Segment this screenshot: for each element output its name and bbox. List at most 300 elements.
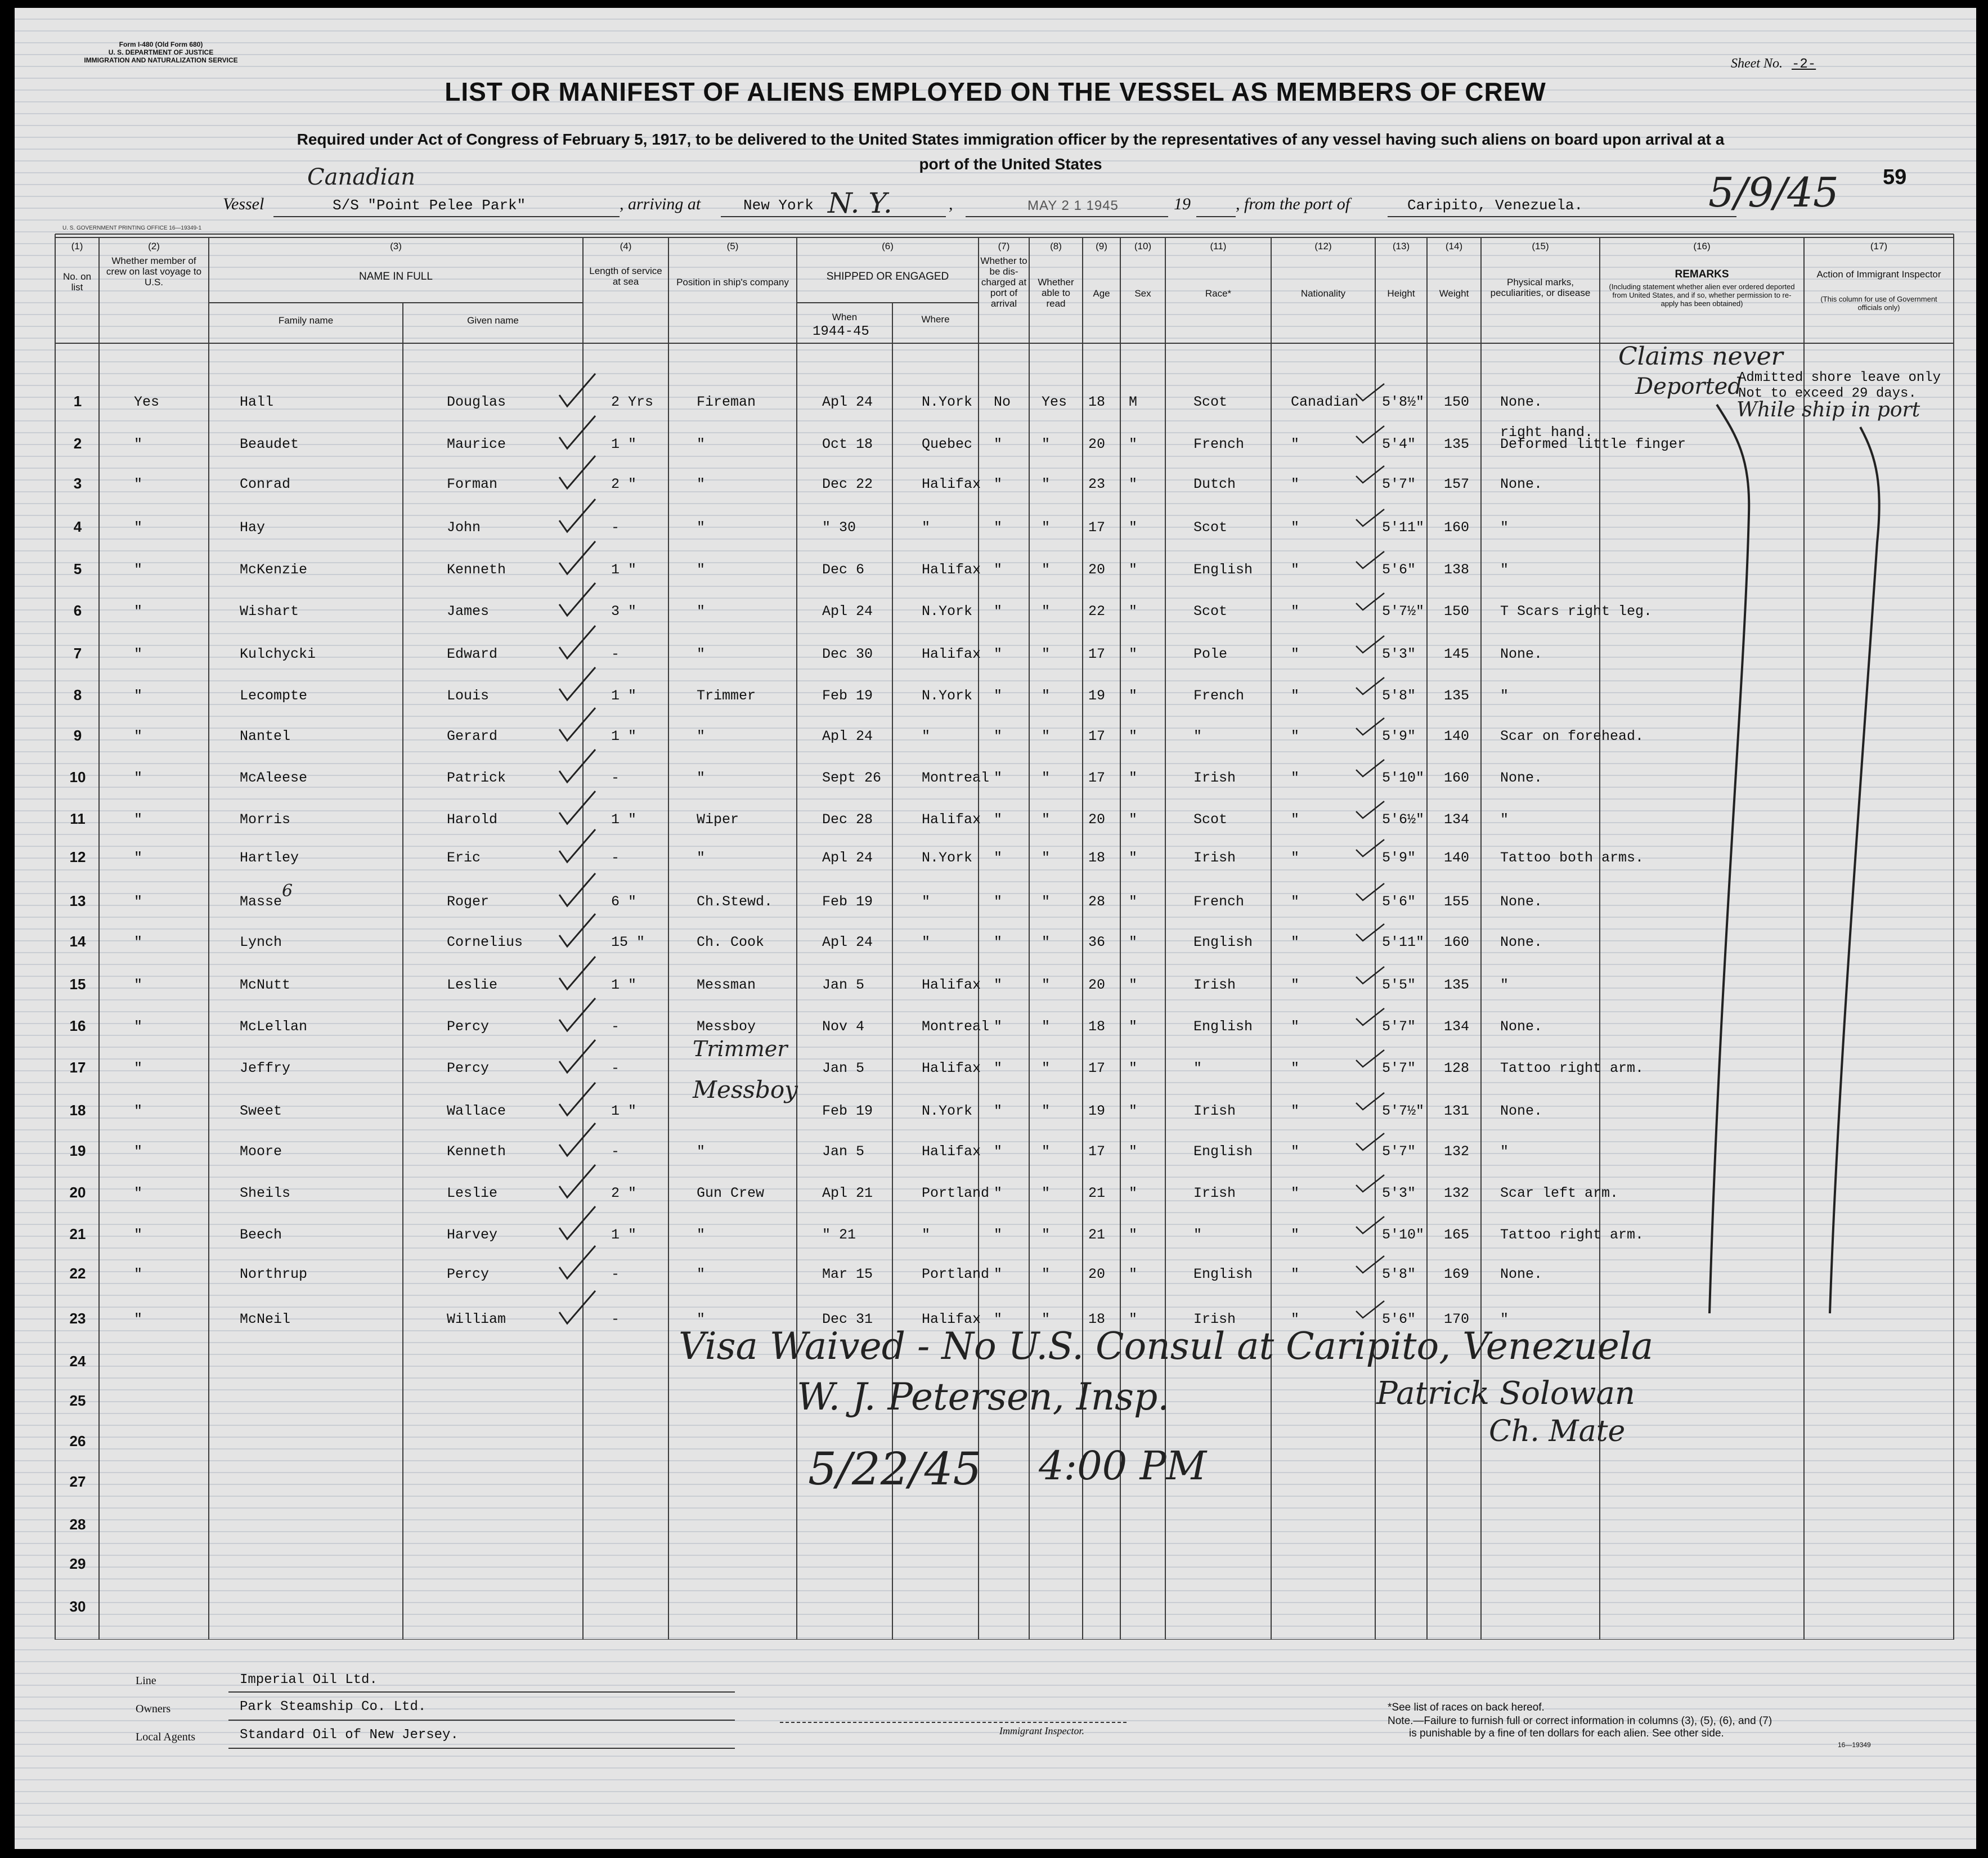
row-number: 13: [69, 892, 86, 909]
cell-given: Harold: [447, 811, 498, 828]
row-number: 23: [69, 1310, 86, 1327]
cell-where: ": [922, 894, 931, 910]
cell-discharged: ": [994, 1185, 1003, 1201]
agents-underline: [228, 1748, 735, 1749]
cell-height: 5'9": [1382, 850, 1416, 866]
cell-sex: ": [1129, 1103, 1138, 1119]
cell-marks: Tattoo right arm.: [1500, 1060, 1644, 1076]
cell-race: Irish: [1193, 850, 1236, 866]
cell-height: 5'6": [1382, 1311, 1416, 1327]
cell-marks: None.: [1500, 1103, 1543, 1119]
sheet-label: Sheet No.: [1731, 56, 1783, 71]
cell-member: ": [134, 603, 143, 620]
cell-family: Moore: [240, 1143, 282, 1160]
row2-marks-line2: right hand.: [1500, 424, 1594, 441]
col-num-11: (11): [1210, 241, 1227, 252]
cell-weight: 160: [1444, 770, 1470, 786]
cell-family: McNeil: [240, 1311, 291, 1327]
cell-when: " 30: [822, 519, 856, 536]
cell-age: 28: [1088, 894, 1106, 910]
cell-given: Gerard: [447, 728, 498, 744]
cell-nationality: ": [1291, 728, 1300, 744]
cell-when: Dec 30: [822, 646, 873, 662]
cell-length: 1 ": [611, 436, 637, 452]
col-num-9: (9): [1096, 241, 1107, 252]
cell-member: ": [134, 1227, 143, 1243]
cell-sex: ": [1129, 646, 1138, 662]
cell-weight: 140: [1444, 728, 1470, 744]
cell-age: 18: [1088, 850, 1106, 866]
col-num-16: (16): [1693, 241, 1711, 252]
mate-signature: Patrick Solowan: [1376, 1375, 1635, 1412]
year-label: 19: [1174, 195, 1191, 213]
cell-weight: 170: [1444, 1311, 1470, 1327]
cell-family: Hall: [240, 394, 274, 410]
cell-age: 20: [1088, 811, 1106, 828]
row-number: 3: [73, 475, 82, 492]
cell-race: Irish: [1193, 1103, 1236, 1119]
col-num-10: (10): [1134, 241, 1152, 252]
department-name: U. S. DEPARTMENT OF JUSTICE: [108, 48, 214, 56]
row-number: 20: [69, 1184, 86, 1201]
row-number: 28: [69, 1516, 86, 1533]
cell-where: Halifax: [922, 562, 981, 578]
cell-sex: ": [1129, 1311, 1138, 1327]
cell-family: Sweet: [240, 1103, 282, 1119]
cell-height: 5'8½": [1382, 394, 1425, 410]
cell-read: ": [1042, 646, 1051, 662]
row17-position-handwritten: Trimmer: [693, 1036, 788, 1061]
cell-when: Dec 22: [822, 476, 873, 492]
cell-where: Halifax: [922, 1311, 981, 1327]
cell-where: N.York: [922, 688, 973, 704]
cell-height: 5'3": [1382, 1185, 1416, 1201]
cell-where: N.York: [922, 394, 973, 410]
header-length-service: Length of service at sea: [589, 266, 662, 287]
cell-age: 23: [1088, 476, 1106, 492]
cell-nationality: ": [1291, 562, 1300, 578]
cell-position: Ch. Cook: [697, 934, 765, 950]
cell-position: Gun Crew: [697, 1185, 765, 1201]
cell-read: ": [1042, 728, 1051, 744]
cell-length: -: [611, 1311, 620, 1327]
cell-discharged: ": [994, 519, 1003, 536]
cell-marks: None.: [1500, 394, 1543, 410]
cell-length: -: [611, 1060, 620, 1076]
cell-age: 21: [1088, 1227, 1106, 1243]
line-label: Line: [136, 1675, 156, 1687]
cell-when: Jan 5: [822, 1143, 865, 1160]
cell-given: Percy: [447, 1060, 490, 1076]
service-name: IMMIGRATION AND NATURALIZATION SERVICE: [84, 56, 238, 64]
cell-marks: None.: [1500, 934, 1543, 950]
cell-nationality: ": [1291, 1227, 1300, 1243]
cell-height: 5'5": [1382, 977, 1416, 993]
row-number: 9: [73, 727, 82, 744]
cell-when: " 21: [822, 1227, 856, 1243]
cell-length: 2 ": [611, 476, 637, 492]
cell-discharged: ": [994, 1018, 1003, 1035]
cell-read: ": [1042, 1266, 1051, 1282]
row-number: 29: [69, 1555, 86, 1572]
cell-length: -: [611, 1266, 620, 1282]
arriving-handwritten: N. Y.: [828, 187, 892, 219]
row-number: 4: [73, 518, 82, 535]
cell-where: Halifax: [922, 977, 981, 993]
cell-family: Wishart: [240, 603, 299, 620]
col-num-13: (13): [1392, 241, 1410, 252]
comma-separator: ,: [949, 195, 953, 213]
cell-race: Irish: [1193, 770, 1236, 786]
cell-race: Scot: [1193, 519, 1228, 536]
cell-nationality: ": [1291, 811, 1300, 828]
cell-sex: ": [1129, 850, 1138, 866]
header-when: When: [832, 312, 858, 322]
cell-where: ": [922, 934, 931, 950]
inspection-time: 4:00 PM: [1039, 1443, 1207, 1489]
cell-given: Leslie: [447, 977, 498, 993]
cell-race: English: [1193, 1266, 1253, 1282]
action-handwritten: While ship in port: [1736, 398, 1920, 421]
cell-when: Dec 6: [822, 562, 865, 578]
cell-sex: ": [1129, 1266, 1138, 1282]
cell-given: Kenneth: [447, 1143, 506, 1160]
cell-given: Percy: [447, 1266, 490, 1282]
cell-race: English: [1193, 562, 1253, 578]
cell-where: Halifax: [922, 811, 981, 828]
col-num-5: (5): [726, 241, 739, 252]
cell-given: John: [447, 519, 481, 536]
cell-when: Nov 4: [822, 1018, 865, 1035]
cell-member: ": [134, 1143, 143, 1160]
col-num-8: (8): [1050, 241, 1062, 252]
cell-weight: 140: [1444, 850, 1470, 866]
cell-height: 5'10": [1382, 770, 1425, 786]
cell-sex: ": [1129, 977, 1138, 993]
cell-read: ": [1042, 688, 1051, 704]
cell-position: ": [697, 436, 706, 452]
cell-sex: ": [1129, 1185, 1138, 1201]
cell-length: 1 ": [611, 1227, 637, 1243]
cell-length: 3 ": [611, 603, 637, 620]
cell-member: ": [134, 562, 143, 578]
cell-where: Montreal: [922, 770, 990, 786]
cell-read: ": [1042, 770, 1051, 786]
cell-race: Irish: [1193, 1185, 1236, 1201]
cell-read: ": [1042, 476, 1051, 492]
cell-sex: ": [1129, 688, 1138, 704]
cell-age: 18: [1088, 1018, 1106, 1035]
cell-marks: ": [1500, 811, 1509, 828]
cell-nationality: ": [1291, 1143, 1300, 1160]
cell-member: ": [134, 770, 143, 786]
col-num-3: (3): [390, 241, 402, 252]
cell-read: ": [1042, 850, 1051, 866]
cell-sex: ": [1129, 770, 1138, 786]
col-num-6: (6): [882, 241, 894, 252]
row-number: 30: [69, 1598, 86, 1615]
form-number: Form I-480 (Old Form 680): [119, 41, 203, 48]
row-number: 12: [69, 849, 86, 865]
cell-age: 19: [1088, 1103, 1106, 1119]
cell-where: Quebec: [922, 436, 973, 452]
cell-race: Scot: [1193, 811, 1228, 828]
cell-race: ": [1193, 1227, 1202, 1243]
handwritten-brackets: [15, 8, 1976, 1358]
cell-length: 1 ": [611, 562, 637, 578]
header-remarks-note: (Including statement whether alien ever ordered deported from United States, and if so, whether permission to re-apply has been obtained): [1609, 282, 1795, 308]
cell-sex: ": [1129, 562, 1138, 578]
cell-nationality: Canadian: [1291, 394, 1359, 410]
subtitle-line-1: Required under Act of Congress of February 5, 1917, to be delivered to the United States immigration officer by the representatives of any vessel having such aliens on board upon arrival at a: [297, 131, 1725, 148]
cell-member: ": [134, 476, 143, 492]
cell-height: 5'6": [1382, 562, 1416, 578]
cell-marks: None.: [1500, 646, 1543, 662]
cell-family: McLellan: [240, 1018, 308, 1035]
remarks-handwritten-1: Claims never: [1618, 342, 1783, 371]
cell-height: 5'7": [1382, 1018, 1416, 1035]
cell-nationality: ": [1291, 1311, 1300, 1327]
cell-family: Hartley: [240, 850, 299, 866]
cell-weight: 150: [1444, 394, 1470, 410]
cell-race: French: [1193, 688, 1245, 704]
cell-given: Roger: [447, 894, 490, 910]
cell-nationality: ": [1291, 519, 1300, 536]
col-num-4: (4): [620, 241, 632, 252]
cell-where: N.York: [922, 1103, 973, 1119]
cell-age: 20: [1088, 977, 1106, 993]
cell-marks: ": [1500, 977, 1509, 993]
cell-length: -: [611, 1143, 620, 1160]
cell-height: 5'7½": [1382, 1103, 1425, 1119]
cell-nationality: ": [1291, 688, 1300, 704]
cell-given: William: [447, 1311, 506, 1327]
row-number: 10: [69, 769, 86, 786]
cell-nationality: ": [1291, 1018, 1300, 1035]
cell-position: Ch.Stewd.: [697, 894, 773, 910]
cell-read: ": [1042, 1227, 1051, 1243]
cell-race: Scot: [1193, 603, 1228, 620]
cell-read: ": [1042, 977, 1051, 993]
cell-marks: None.: [1500, 1018, 1543, 1035]
cell-when: Jan 5: [822, 1060, 865, 1076]
cell-age: 17: [1088, 519, 1106, 536]
row-number: 18: [69, 1102, 86, 1119]
cell-length: -: [611, 850, 620, 866]
cell-member: ": [134, 436, 143, 452]
cell-weight: 132: [1444, 1185, 1470, 1201]
cell-position: Messboy: [697, 1018, 756, 1035]
cell-nationality: ": [1291, 476, 1300, 492]
cell-discharged: ": [994, 646, 1003, 662]
row-number: 26: [69, 1433, 86, 1449]
cell-marks: None.: [1500, 476, 1543, 492]
cell-read: Yes: [1042, 394, 1067, 410]
cell-race: English: [1193, 934, 1253, 950]
cell-marks: ": [1500, 688, 1509, 704]
cell-age: 17: [1088, 646, 1106, 662]
cell-read: ": [1042, 603, 1051, 620]
cell-given: Kenneth: [447, 562, 506, 578]
cell-sex: ": [1129, 1143, 1138, 1160]
cell-length: 15 ": [611, 934, 645, 950]
cell-weight: 128: [1444, 1060, 1470, 1076]
cell-weight: 150: [1444, 603, 1470, 620]
cell-length: 6 ": [611, 894, 637, 910]
cell-member: ": [134, 1018, 143, 1035]
cell-discharged: ": [994, 1227, 1003, 1243]
cell-member: ": [134, 728, 143, 744]
row13-family-mark: 6: [282, 881, 293, 901]
cell-given: Eric: [447, 850, 481, 866]
cell-position: ": [697, 603, 706, 620]
cell-read: ": [1042, 1103, 1051, 1119]
cell-length: 1 ": [611, 688, 637, 704]
cell-discharged: ": [994, 603, 1003, 620]
row-number: 6: [73, 602, 82, 619]
header-weight: Weight: [1439, 288, 1469, 299]
cell-sex: M: [1129, 394, 1138, 410]
header-remarks: REMARKS: [1675, 268, 1729, 280]
cell-family: Hay: [240, 519, 266, 536]
cell-given: Percy: [447, 1018, 490, 1035]
cell-given: Cornelius: [447, 934, 523, 950]
cell-sex: ": [1129, 603, 1138, 620]
cell-position: ": [697, 1266, 706, 1282]
cell-length: -: [611, 646, 620, 662]
header-no-on-list: No. on list: [62, 271, 92, 293]
inspector-signature: W. J. Petersen, Insp.: [797, 1375, 1170, 1419]
row-number: 2: [73, 435, 82, 452]
cell-position: ": [697, 646, 706, 662]
cell-when: Dec 31: [822, 1311, 873, 1327]
cell-marks: Tattoo both arms.: [1500, 850, 1644, 866]
header-position: Position in ship's company: [676, 277, 789, 288]
cell-height: 5'7½": [1382, 603, 1425, 620]
cell-height: 5'6": [1382, 894, 1416, 910]
cell-when: Feb 19: [822, 688, 873, 704]
cell-nationality: ": [1291, 894, 1300, 910]
cell-when: Dec 28: [822, 811, 873, 828]
cell-nationality: ": [1291, 436, 1300, 452]
cell-discharged: ": [994, 436, 1003, 452]
cell-height: 5'3": [1382, 646, 1416, 662]
cell-weight: 131: [1444, 1103, 1470, 1119]
cell-member: ": [134, 894, 143, 910]
cell-family: Kulchycki: [240, 646, 316, 662]
vessel-name: S/S "Point Pelee Park": [333, 197, 526, 214]
cell-nationality: ": [1291, 603, 1300, 620]
header-sex: Sex: [1134, 288, 1151, 299]
row-number: 1: [73, 393, 82, 410]
cell-position: ": [697, 770, 706, 786]
cell-read: ": [1042, 1060, 1051, 1076]
cell-position: ": [697, 476, 706, 492]
cell-where: Halifax: [922, 1143, 981, 1160]
cell-height: 5'11": [1382, 519, 1425, 536]
cell-sex: ": [1129, 1018, 1138, 1035]
owners-label: Owners: [136, 1703, 171, 1715]
cell-nationality: ": [1291, 934, 1300, 950]
cell-race: Scot: [1193, 394, 1228, 410]
header-shipped-engaged: SHIPPED OR ENGAGED: [826, 271, 949, 282]
col-num-7: (7): [998, 241, 1010, 252]
row-number: 5: [73, 560, 82, 577]
cell-position: ": [697, 850, 706, 866]
cell-height: 5'7": [1382, 476, 1416, 492]
cell-discharged: ": [994, 850, 1003, 866]
cell-where: Halifax: [922, 646, 981, 662]
line-underline: [228, 1691, 735, 1693]
cell-length: -: [611, 519, 620, 536]
cell-sex: ": [1129, 728, 1138, 744]
cell-given: Harvey: [447, 1227, 498, 1243]
row-number: 7: [73, 645, 82, 662]
cell-discharged: ": [994, 562, 1003, 578]
cell-age: 18: [1088, 1311, 1106, 1327]
owners-value: Park Steamship Co. Ltd.: [240, 1699, 427, 1715]
row-number: 24: [69, 1353, 86, 1370]
arriving-place: New York: [743, 197, 814, 214]
cell-marks: ": [1500, 562, 1509, 578]
cell-where: N.York: [922, 603, 973, 620]
cell-marks: Scar on forehead.: [1500, 728, 1644, 744]
cell-marks: ": [1500, 519, 1509, 536]
cell-discharged: No: [994, 394, 1011, 410]
row-number: 19: [69, 1142, 86, 1159]
header-given-name: Given name: [467, 315, 519, 326]
cell-where: ": [922, 728, 931, 744]
cell-where: Halifax: [922, 1060, 981, 1076]
cell-given: Maurice: [447, 436, 506, 452]
arriving-label: , arriving at: [620, 195, 701, 213]
cell-discharged: ": [994, 811, 1003, 828]
header-action-note: (This column for use of Government officials only): [1820, 295, 1937, 312]
cell-discharged: ": [994, 1143, 1003, 1160]
owners-underline: [228, 1720, 735, 1721]
row18-position-handwritten: Messboy: [693, 1076, 798, 1103]
sheet-value: -2-: [1791, 57, 1816, 72]
cell-weight: 160: [1444, 519, 1470, 536]
cell-height: 5'7": [1382, 1060, 1416, 1076]
header-race: Race*: [1205, 288, 1232, 299]
header-discharged: Whether to be dis-charged at port of arrival: [980, 255, 1027, 309]
cell-family: Beaudet: [240, 436, 299, 452]
cell-family: Morris: [240, 811, 291, 828]
cell-when: Feb 19: [822, 1103, 873, 1119]
col-num-12: (12): [1314, 241, 1332, 252]
cell-when: Jan 5: [822, 977, 865, 993]
cell-family: Sheils: [240, 1185, 291, 1201]
cell-weight: 165: [1444, 1227, 1470, 1243]
col-num-1: (1): [71, 241, 83, 252]
cell-age: 19: [1088, 688, 1106, 704]
header-height: Height: [1387, 288, 1415, 299]
cell-read: ": [1042, 1311, 1051, 1327]
cell-member: ": [134, 688, 143, 704]
cell-when: Apl 21: [822, 1185, 873, 1201]
cell-when: Apl 24: [822, 850, 873, 866]
action-typed-2: Not to exceed 29 days.: [1738, 386, 1917, 401]
cell-weight: 169: [1444, 1266, 1470, 1282]
cell-discharged: ": [994, 688, 1003, 704]
vessel-label: Vessel: [223, 195, 264, 213]
header-family-name: Family name: [278, 315, 334, 326]
row-number: 15: [69, 976, 86, 993]
cell-family: McNutt: [240, 977, 291, 993]
handwritten-date: 5/9/45: [1708, 169, 1839, 216]
cell-given: Leslie: [447, 1185, 498, 1201]
